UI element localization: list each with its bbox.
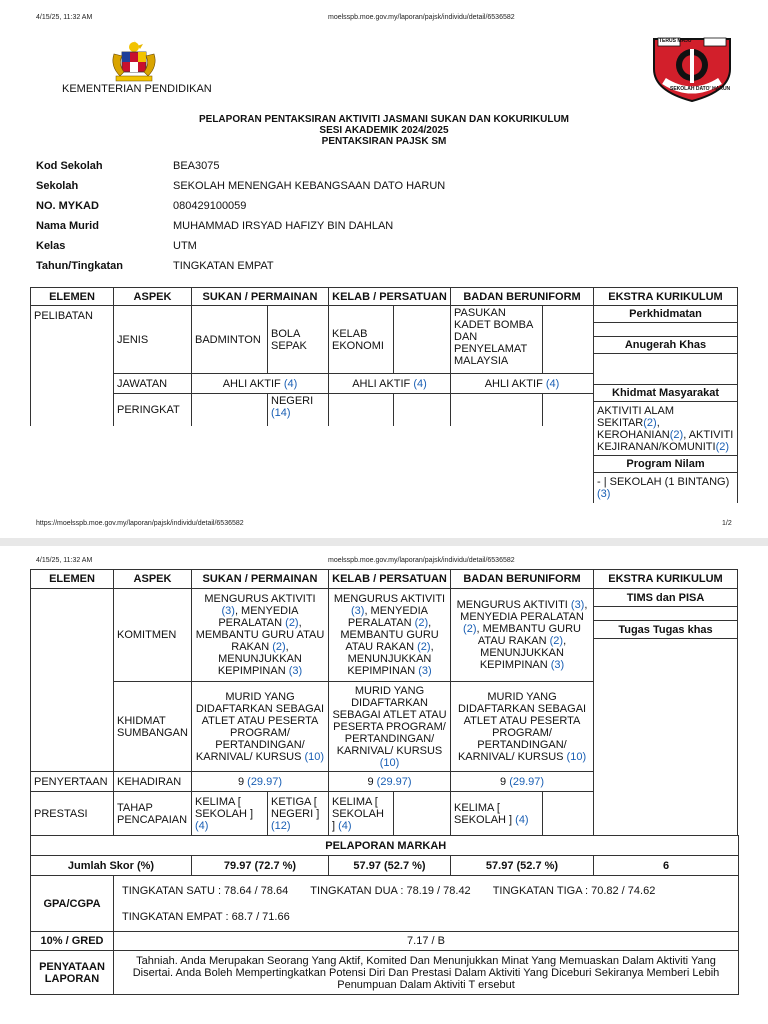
gred-label: 10% / GRED [31,932,114,951]
elemen-penyertaan: PENYERTAAN [31,772,114,792]
coat-of-arms-logo [104,38,164,84]
aspek-peringkat: PERINGKAT [114,394,192,426]
badan-tahap-1: KELIMA [ SEKOLAH ] (4) [451,792,543,836]
kelab-item-1: KELAB EKONOMI [329,306,394,374]
ekstra-tims-pisa: TIMS dan PISA [594,589,738,607]
sukan-item-2: BOLA SEPAK [268,306,329,374]
badan-komitmen: MENGURUS AKTIVITI (3), MENYEDIA PERALATAN (2), MEMBANTU GURU ATAU RAKAN (2), MENUNJUKKAN KEPIMPINAN (3) [451,589,594,682]
jumlah-skor-kelab: 57.97 (52.7 %) [329,856,451,876]
gpa-tingkatan-empat: TINGKATAN EMPAT : 68.7 / 71.66 [122,910,290,923]
sukan-tahap-1: KELIMA [ SEKOLAH ] (4) [192,792,268,836]
jumlah-skor-sukan: 79.97 (72.7 %) [192,856,329,876]
info-value-tingkatan: TINGKATAN EMPAT [173,260,274,272]
info-value-sekolah: SEKOLAH MENENGAH KEBANGSAAN DATO HARUN [173,180,446,192]
ekstra-tims-pisa-value [594,607,738,621]
col-header-kelab: KELAB / PERSATUAN [329,288,451,306]
info-label-nama: Nama Murid [36,220,99,232]
ekstra-anugerah-value [594,354,738,385]
sukan-tahap-2: KETIGA [ NEGERI ] (12) [268,792,329,836]
report-title [150,114,618,147]
kelab-peringkat-1 [329,394,394,426]
footer-url: https://moelsspb.moe.gov.my/laporan/pajsk/individu/detail/6536582 [36,520,244,527]
badan-jawatan: AHLI AKTIF (4) [451,374,594,394]
info-label-kelas: Kelas [36,240,66,252]
kelab-komitmen: MENGURUS AKTIVITI (3), MENYEDIA PERALATAN (2), MEMBANTU GURU ATAU RAKAN (2), MENUNJUKKAN KEPIMPINAN (3) [329,589,451,682]
info-value-mykad: 080429100059 [173,200,247,212]
col-header-kelab-p2: KELAB / PERSATUAN [329,570,451,589]
badan-khidmat: MURID YANG DIDAFTARKAN SEBAGAI ATLET ATAU PESERTA PROGRAM/ PERTANDINGAN/ KARNIVAL/ KURSUS (10) [451,682,594,772]
assessment-table-part2 [30,569,594,836]
kelab-jawatan: AHLI AKTIF (4) [329,374,451,394]
aspek-kehadiran: KEHADIRAN [114,772,192,792]
jumlah-skor-ekstra: 6 [594,856,739,876]
col-header-elemen-p2: ELEMEN [31,570,114,589]
col-header-aspek-p2: ASPEK [114,570,192,589]
badan-tahap-2 [543,792,594,836]
ekstra-khidmat: Khidmat Masyarakat [594,385,738,402]
school-logo-name: SEKOLAH DATO' HARUN [670,86,731,92]
col-header-elemen: ELEMEN [31,288,114,306]
kelab-peringkat-2 [394,394,451,426]
print-url: moelsspb.moe.gov.my/laporan/pajsk/individu/detail/6536582 [328,14,515,21]
badan-item-2 [543,306,594,374]
elemen-prestasi: PRESTASI [31,792,114,836]
ekstra-program-nilam: Program Nilam [594,456,738,473]
col-header-ekstra: EKSTRA KURIKULUM [594,288,738,306]
jumlah-skor-label: Jumlah Skor (%) [31,856,192,876]
penyataan-label: PENYATAAN LAPORAN [31,951,114,995]
gpa-tingkatan-dua: TINGKATAN DUA : 78.19 / 78.42 [310,884,471,897]
col-header-sukan-p2: SUKAN / PERMAINAN [192,570,329,589]
report-title-line-2: SESI AKADEMIK 2024/2025 [319,125,449,136]
kelab-khidmat: MURID YANG DIDAFTARKAN SEBAGAI ATLET ATAU PESERTA PROGRAM/ PERTANDINGAN/ KARNIVAL/ KURSUS (10) [329,682,451,772]
elemen-pelibatan: PELIBATAN [31,306,114,426]
page-separator [0,538,768,546]
ekstra-program-nilam-value: - | SEKOLAH (1 BINTANG) (3) [594,473,738,503]
sukan-komitmen: MENGURUS AKTIVITI (3), MENYEDIA PERALATAN (2), MEMBANTU GURU ATAU RAKAN (2), MENUNJUKKAN KEPIMPINAN (3) [192,589,329,682]
penyataan-value: Tahniah. Anda Merupakan Seorang Yang Aktif, Komited Dan Menunjukkan Minat Yang Memuaskan Dalam Aktiviti Yang Disertai. Anda Boleh Mempertingkatkan Potensi Diri Dan Prestasi Dalam Aktiviti Yang Diceburi Sekiranya Memberi Lebih Penumpuan Dalam Aktiviti T ersebut [114,951,739,995]
col-header-ekstra-p2: EKSTRA KURIKULUM [594,570,738,589]
col-header-aspek: ASPEK [114,288,192,306]
info-label-kod-sekolah: Kod Sekolah [36,160,103,172]
footer-page-number: 1/2 [722,520,732,527]
gpa-label: GPA/CGPA [31,876,114,932]
school-logo [650,35,734,103]
ministry-name: KEMENTERIAN PENDIDIKAN [62,83,212,95]
sukan-jawatan: AHLI AKTIF (4) [192,374,329,394]
aspek-komitmen: KOMITMEN [114,589,192,682]
info-label-mykad: NO. MYKAD [36,200,99,212]
sukan-kehadiran: 9 (29.97) [192,772,329,792]
ekstra-tugas-khas-value [594,639,738,836]
school-logo-motto: TERUS MAJU [659,38,692,44]
aspek-jawatan: JAWATAN [114,374,192,394]
jumlah-skor-badan: 57.97 (52.7 %) [451,856,594,876]
badan-kehadiran: 9 (29.97) [451,772,594,792]
gpa-tingkatan-tiga: TINGKATAN TIGA : 70.82 / 74.62 [492,884,656,897]
info-label-tingkatan: Tahun/Tingkatan [36,260,123,272]
info-label-sekolah: Sekolah [36,180,79,192]
ekstra-perkhidmatan: Perkhidmatan [594,306,738,323]
aspek-khidmat-sumbangan: KHIDMAT SUMBANGAN [114,682,192,772]
gred-value: 7.17 / B [114,932,739,951]
col-header-badan-p2: BADAN BERUNIFORM [451,570,594,589]
gpa-tingkatan-satu: TINGKATAN SATU : 78.64 / 78.64 [122,884,289,897]
pelaporan-markah-heading: PELAPORAN MARKAH [114,836,739,856]
col-header-sukan: SUKAN / PERMAINAN [192,288,329,306]
ekstra-kurikulum-part2 [593,569,738,836]
print-url-page2: moelsspb.moe.gov.my/laporan/pajsk/individu/detail/6536582 [328,557,515,564]
ekstra-anugerah: Anugerah Khas [594,337,738,354]
kelab-kehadiran: 9 (29.97) [329,772,451,792]
badan-item-1: PASUKAN KADET BOMBA DAN PENYELAMAT MALAYSIA [451,306,543,374]
kelab-tahap-2 [394,792,451,836]
print-datetime: 4/15/25, 11:32 AM [36,14,93,21]
ekstra-tugas-khas: Tugas Tugas khas [594,621,738,639]
info-value-kod-sekolah: BEA3075 [173,160,220,172]
badan-peringkat-1 [451,394,543,426]
report-title-line-3: PENTAKSIRAN PAJSK SM [321,136,447,147]
sukan-peringkat-1 [192,394,268,426]
gpa-values [114,876,739,932]
col-header-badan: BADAN BERUNIFORM [451,288,594,306]
print-datetime-page2: 4/15/25, 11:32 AM [36,557,93,564]
ekstra-perkhidmatan-value [594,323,738,337]
badan-peringkat-2 [543,394,594,426]
report-title-line-1: PELAPORAN PENTAKSIRAN AKTIVITI JASMANI SUKAN DAN KOKURIKULUM [198,114,569,125]
sukan-item-1: BADMINTON [192,306,268,374]
info-value-nama: MUHAMMAD IRSYAD HAFIZY BIN DAHLAN [173,220,394,232]
kelab-tahap-1: KELIMA [ SEKOLAH ] (4) [329,792,394,836]
summary-table [30,835,739,995]
elemen-blank [31,589,114,772]
aspek-tahap-pencapaian: TAHAP PENCAPAIAN [114,792,192,836]
sukan-khidmat: MURID YANG DIDAFTARKAN SEBAGAI ATLET ATAU PESERTA PROGRAM/ PERTANDINGAN/ KARNIVAL/ KURSUS (10) [192,682,329,772]
info-value-kelas: UTM [173,240,197,252]
assessment-table-part1 [30,287,594,426]
ekstra-khidmat-value: AKTIVITI ALAM SEKITAR(2), KEROHANIAN(2), AKTIVITI KEJIRANAN/KOMUNITI(2) [594,402,738,456]
sukan-peringkat-2: NEGERI (14) [268,394,329,426]
kelab-item-2 [394,306,451,374]
aspek-jenis: JENIS [114,306,192,374]
ekstra-kurikulum-part1 [593,287,738,503]
